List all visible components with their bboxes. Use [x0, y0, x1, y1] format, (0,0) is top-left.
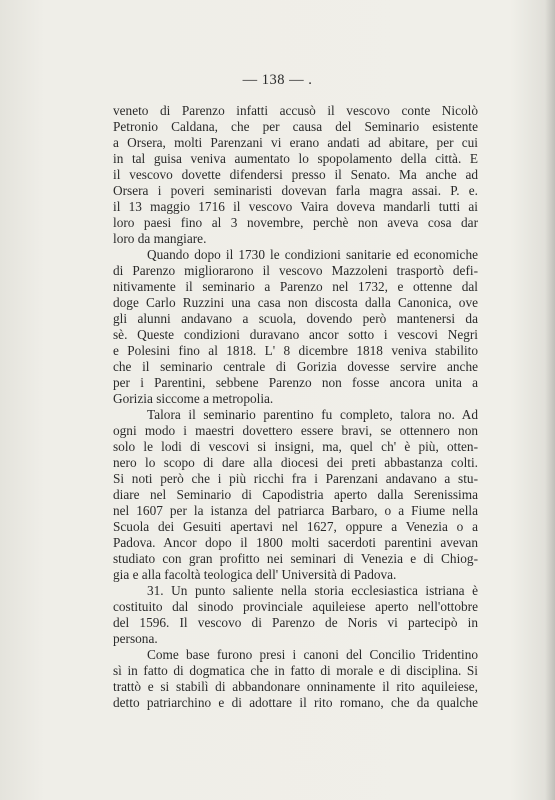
text-line: studiato con gran profitto nei seminari di Venezia e di Chiog- — [113, 551, 478, 566]
text-line: del 1596. Il vescovo di Parenzo de Noris vi partecipò in — [113, 615, 478, 630]
text-line: sì in fatto di dogmatica che in fatto di morale e di disciplina. Si — [113, 663, 478, 678]
text-line: ogni modo i maestri dovettero essere bravi, se ottennero non — [113, 423, 478, 438]
text-line: Come base furono presi i canoni del Concilio Tridentino — [147, 647, 478, 662]
text-line: Quando dopo il 1730 le condizioni sanitarie ed economiche — [147, 247, 478, 262]
text-line: Petronio Caldana, che per causa del Seminario esistente — [113, 119, 478, 134]
text-line: a Orsera, molti Parenzani vi erano andati ad abitare, per cui — [113, 135, 478, 150]
text-line: Scuola dei Gesuiti apertavi nel 1627, oppure a Venezia o a — [113, 519, 478, 534]
text-line: nitivamente il seminario a Parenzo nel 1732, e ottenne dal — [113, 279, 478, 294]
page-number: — 138 — . — [242, 72, 313, 88]
text-line: di Parenzo migliorarono il vescovo Mazzoleni trasportò defi- — [113, 263, 478, 278]
text-line: Si noti però che i più ricchi fra i Parenzani andavano a stu- — [113, 471, 478, 486]
text-line: diare nel Seminario di Capodistria aperto dalla Serenissima — [113, 487, 478, 502]
text-line: loro paesi fino al 3 novembre, perchè non aveva cosa dar — [113, 215, 478, 230]
text-line: sè. Queste condizioni duravano ancor sotto i vescovi Negri — [113, 327, 478, 342]
page-edge-shadow — [545, 0, 555, 800]
text-line: nero lo scopo di dare alla diocesi dei preti abbastanza colti. — [113, 455, 478, 470]
text-line: Padova. Ancor dopo il 1800 molti sacerdoti parentini avevan — [113, 535, 478, 550]
text-line: in tal guisa veniva aumentato lo spopolamento della città. E — [113, 151, 478, 166]
body-text — [113, 103, 478, 711]
text-line: doge Carlo Ruzzini una casa non discosta dalla Canonica, ove — [113, 295, 478, 310]
text-line: nel 1607 per la istanza del patriarca Barbaro, o a Fiume nella — [113, 503, 478, 518]
text-line: veneto di Parenzo infatti accusò il vescovo conte Nicolò — [113, 103, 478, 118]
text-line: il vescovo dovette difendersi presso il Senato. Ma anche ad — [113, 167, 478, 182]
text-line: gli alunni andavano a scuola, dovendo però mantenersi da — [113, 311, 478, 326]
text-line: costituito dal sinodo provinciale aquileiese aperto nell'ottobre — [113, 599, 478, 614]
text-line: 31. Un punto saliente nella storia ecclesiastica istriana è — [147, 583, 478, 598]
text-line: e Polesini fino al 1818. L' 8 dicembre 1818 veniva stabilito — [113, 343, 478, 358]
text-line: solo le lodi di vescovi si insigni, ma, quel ch' è più, otten- — [113, 439, 478, 454]
text-line: per i Parentini, sebbene Parenzo non fosse ancora unita a — [113, 375, 478, 390]
text-line: Orsera i poveri seminaristi dovevan farla magra assai. P. e. — [113, 183, 478, 198]
text-line: loro da mangiare. — [113, 231, 207, 246]
text-line: trattò e si stabilì di abbandonare onninamente il rito aquileiese, — [113, 679, 478, 694]
text-line: Talora il seminario parentino fu completo, talora no. Ad — [147, 407, 478, 422]
text-line: detto patriarchino e di adottare il rito romano, che da qualche — [113, 695, 478, 710]
text-line: il 13 maggio 1716 il vescovo Vaira doveva mandarli tutti ai — [113, 199, 478, 214]
text-line: persona. — [113, 631, 158, 646]
text-line: che il seminario centrale di Gorizia dovesse servire anche — [113, 359, 478, 374]
text-line: gia e alla facoltà teologica dell' Università di Padova. — [113, 567, 397, 582]
text-line: Gorizia siccome a metropolia. — [113, 391, 274, 406]
